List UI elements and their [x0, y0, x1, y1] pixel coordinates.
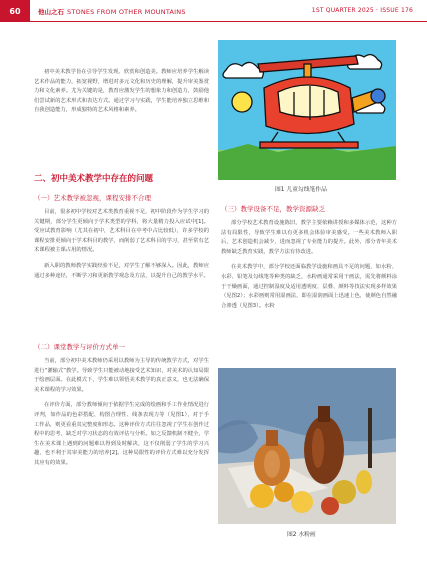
subsection-heading: （一）艺术教学被忽视，课程安排不合理 — [34, 194, 151, 202]
subsection-heading: （二）课堂教学与评价方式单一 — [34, 343, 125, 351]
paragraph: 在美术教学中，部分学校还面临教学设施和画具不足的问题，如水粉、水彩、铅笔及勾线笔等种类的缺乏，水粉画通常采用干画法，需先将颜料涂于干燥画面，通过控制湿度及适用透明度、层叠、颜料等技法实现多样效果（见图2）；水彩画则常用湿画法，即在湿润画面上迅速上色，使颜色自然融合渗透（见图3）。水粉 — [221, 264, 397, 309]
figure-1-child-drawing — [218, 40, 396, 180]
page-header — [0, 0, 427, 22]
paragraph: 目前，很多初中学校对艺术类教育重视不足，初中阶段作为学生学习的关键期，部分学生更倾向于学术类型的学科，将大量精力投入应试中[1]。受应试教育影响（尤其在初中，艺术科目在中考中占比较低），许多学校的课程安排更倾向于学术科目的教学，而削弱了艺术科目的学习，甚至常有艺术课程被主课占用的情况。 — [34, 209, 209, 254]
section-heading: 二、初中美术教学中存在的问题 — [34, 174, 154, 184]
paragraph: 在评价方面，部分教师倾向于依据学生完成的绘画和手工作业情况进行评判，如作品的色彩搭配、构图合理性、线条表现力等（见图1），对于手工作品，则更看重其完整度和形态。这种评价方式往往忽视了学生在创作过程中的思考，缺乏对学习状态的有效评估与分析。如之反馈机制不健全，学生在美术课上遇到的问题难以得到及时解决，这不仅削弱了学生的学习兴趣，也不利于其审美能力的培养[2]。这种局限性的评价方式难以充分发挥其应有的效果。 — [34, 402, 209, 466]
page-number: 60 — [0, 0, 30, 22]
paragraph: 部分学校艺术教育设施陈旧，教学主要依赖讲授和多媒体示范，这种方法有局限性，导致学生难以有更多机会体验审美感受。一些美术教师入职后，艺术创造机会减少，进而忽视了专业能力的提升。此外，部分青年美术教师缺乏教育实践，教学方法有待改进。 — [221, 220, 397, 255]
left-section2-text — [34, 357, 209, 475]
left-intro-text — [34, 68, 209, 122]
publication-title — [38, 7, 186, 16]
figure-1-caption: 图1 儿童勾线笔作品 — [275, 187, 327, 193]
issue-label: 1ST QUARTER 2025 · ISSUE 176 — [311, 7, 413, 14]
paragraph: 新入职的教师教学实践经验不足，对学生了解不够深入。因此，教师应通过多种途径，不断学习和更新教学观念及方法，以提升自己的教学水平。 — [34, 262, 209, 279]
publication-title-en: STONES FROM OTHER MOUNTAINS — [67, 8, 186, 16]
header-rule — [30, 21, 427, 22]
left-section1-text — [34, 208, 209, 287]
subsection-heading: （三）教学设备不足，教学资源缺乏 — [221, 205, 325, 213]
publication-title-cn: 他山之石 — [38, 8, 64, 16]
paragraph: 当前，部分初中美术教师仍采用以教师为主导的传统教学方式，对学生进行“灌输式”教学。导致学生只能被动地接受艺术知识，对美术的认知局限于绘画层面。在此模式下，学生难以领悟美术教学的真正意义，也无法确保美术课程的学习效果。 — [34, 358, 209, 393]
figure-2-gouache-painting — [218, 368, 396, 524]
paragraph: 初中美术教学旨在引导学生发现、欣赏和创造美。教师应培养学生解读艺术作品的能力，拓宽视野，增进对多元文化和历史的理解，提升审美鉴赏力和文化素养。尤为关键的是，教育应激发学生的想象力和创造力，鼓励他们尝试新的艺术形式和表达方式。通过学习与实践，学生能培养独立思维和自我创造能力，形成独特的艺术风格和素养。 — [34, 69, 209, 114]
right-section3-text — [221, 219, 397, 317]
figure-2-caption: 图2 水粉画 — [287, 532, 316, 538]
